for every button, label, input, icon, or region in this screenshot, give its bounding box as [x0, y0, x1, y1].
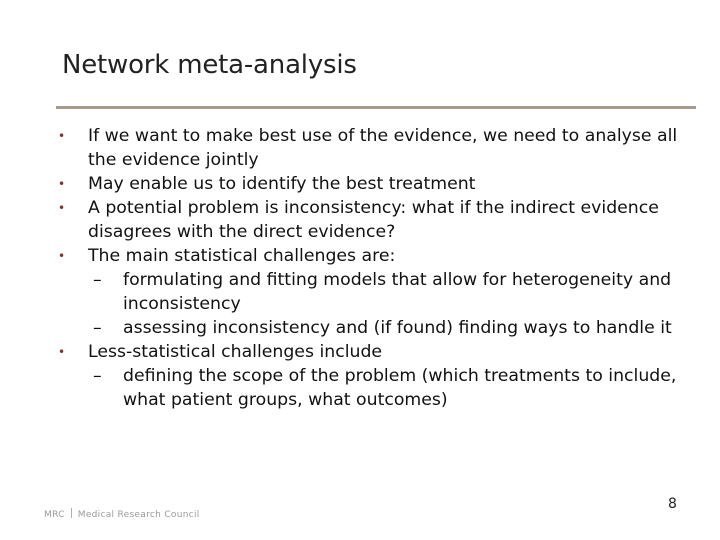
sub-bullet-text: assessing inconsistency and (if found) finding ways to handle it — [123, 318, 672, 338]
bullet-text: Less-statistical challenges include — [88, 342, 383, 362]
bullet-item — [58, 124, 678, 172]
dash-icon: – — [93, 366, 102, 386]
bullet-item — [58, 340, 678, 364]
bullet-icon: • — [58, 249, 66, 263]
sub-bullet-text: formulating and fitting models that allow for heterogeneity and inconsistency — [123, 270, 672, 314]
bullet-icon: • — [58, 201, 66, 215]
bullet-item — [58, 244, 678, 268]
page-number: 8 — [668, 496, 677, 512]
bullet-item — [58, 196, 678, 244]
sub-bullet-text: defining the scope of the problem (which treatments to include, what patient groups, what outcomes) — [123, 366, 677, 410]
logo-short: MRC — [44, 510, 65, 520]
sub-bullet-item — [58, 364, 678, 412]
bullet-text: The main statistical challenges are: — [88, 246, 396, 266]
bullet-text: If we want to make best use of the evidence, we need to analyse all the evidence jointly — [88, 126, 678, 170]
logo-separator — [71, 508, 72, 518]
mrc-logo — [44, 508, 200, 520]
slide-title: Network meta-analysis — [62, 50, 357, 80]
sub-bullet-item — [58, 268, 678, 316]
bullet-list — [58, 124, 678, 412]
dash-icon: – — [93, 318, 102, 338]
dash-icon: – — [93, 270, 102, 290]
bullet-icon: • — [58, 177, 66, 191]
bullet-text: A potential problem is inconsistency: what if the indirect evidence disagrees with the direct evidence? — [88, 198, 659, 242]
logo-name: Medical Research Council — [77, 510, 200, 520]
title-divider — [56, 106, 696, 109]
bullet-text: May enable us to identify the best treatment — [88, 174, 476, 194]
bullet-icon: • — [58, 345, 66, 359]
sub-bullet-item — [58, 316, 678, 340]
bullet-icon: • — [58, 129, 66, 143]
bullet-item — [58, 172, 678, 196]
